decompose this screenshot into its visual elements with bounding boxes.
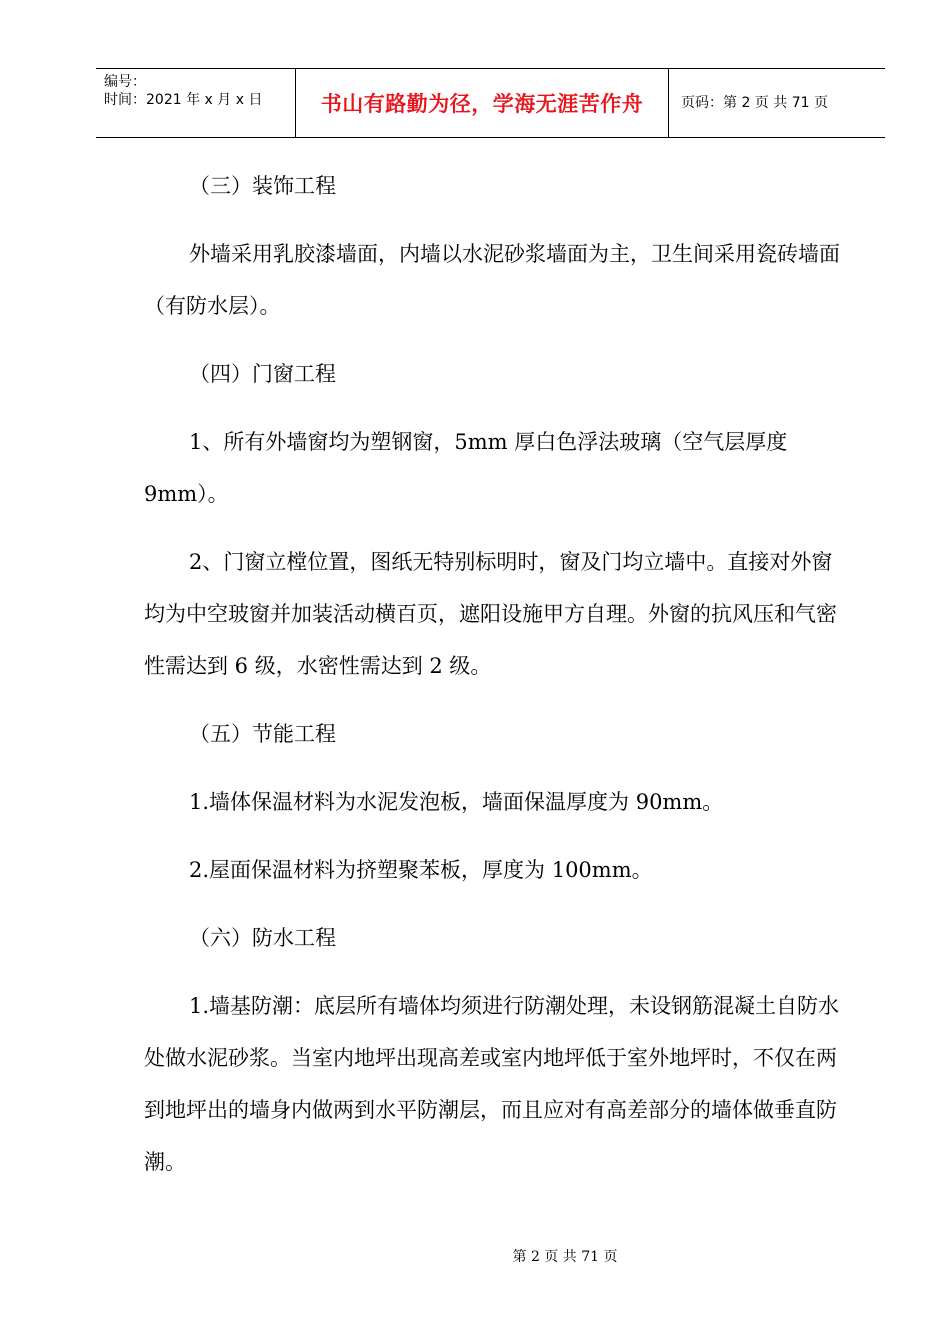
section-heading-decoration: （三）装饰工程 <box>189 174 336 198</box>
section-heading-doors-windows: （四）门窗工程 <box>189 362 336 386</box>
paragraph-windows-1: 1、所有外墙窗均为塑钢窗，5mm 厚白色浮法玻璃（空气层厚度 9mm）。 <box>144 430 788 506</box>
header-left-cell <box>96 69 296 137</box>
header-right-cell <box>669 69 885 137</box>
footer-page-number: 第 2 页 共 71 页 <box>512 1249 618 1265</box>
section-heading-waterproofing: （六）防水工程 <box>189 926 336 950</box>
document-body <box>144 160 844 1188</box>
section-heading-energy: （五）节能工程 <box>189 722 336 746</box>
paragraph-windows-2: 2、门窗立樘位置，图纸无特别标明时，窗及门均立墙中。直接对外窗均为中空玻窗并加装活动横百页，遮阳设施甲方自理。外窗的抗风压和气密性需达到 6 级，水密性需达到 2 级。 <box>144 550 837 678</box>
header-motto: 书山有路勤为径，学海无涯苦作舟 <box>320 92 644 116</box>
header-middle-cell <box>296 69 669 137</box>
paragraph-decoration: 外墙采用乳胶漆墙面，内墙以水泥砂浆墙面为主，卫生间采用瓷砖墙面（有防水层）。 <box>144 242 840 318</box>
document-date-label: 时间：2021 年 x 月 x 日 <box>104 92 263 108</box>
paragraph-energy-2: 2.屋面保温材料为挤塑聚苯板，厚度为 100mm。 <box>189 858 653 882</box>
page-footer <box>0 1246 950 1266</box>
document-number-label: 编号： <box>104 74 146 90</box>
page-header <box>96 68 885 138</box>
paragraph-waterproofing-1: 1.墙基防潮：底层所有墙体均须进行防潮处理，未设钢筋混凝土自防水处做水泥砂浆。当室内地坪出现高差或室内地坪低于室外地坪时，不仅在两到地坪出的墙身内做两到水平防潮层，而且应对有高差部分的墙体做垂直防潮。 <box>144 994 840 1174</box>
header-page-info: 页码：第 2 页 共 71 页 <box>681 95 828 111</box>
paragraph-energy-1: 1.墙体保温材料为水泥发泡板，墙面保温厚度为 90mm。 <box>189 790 724 814</box>
